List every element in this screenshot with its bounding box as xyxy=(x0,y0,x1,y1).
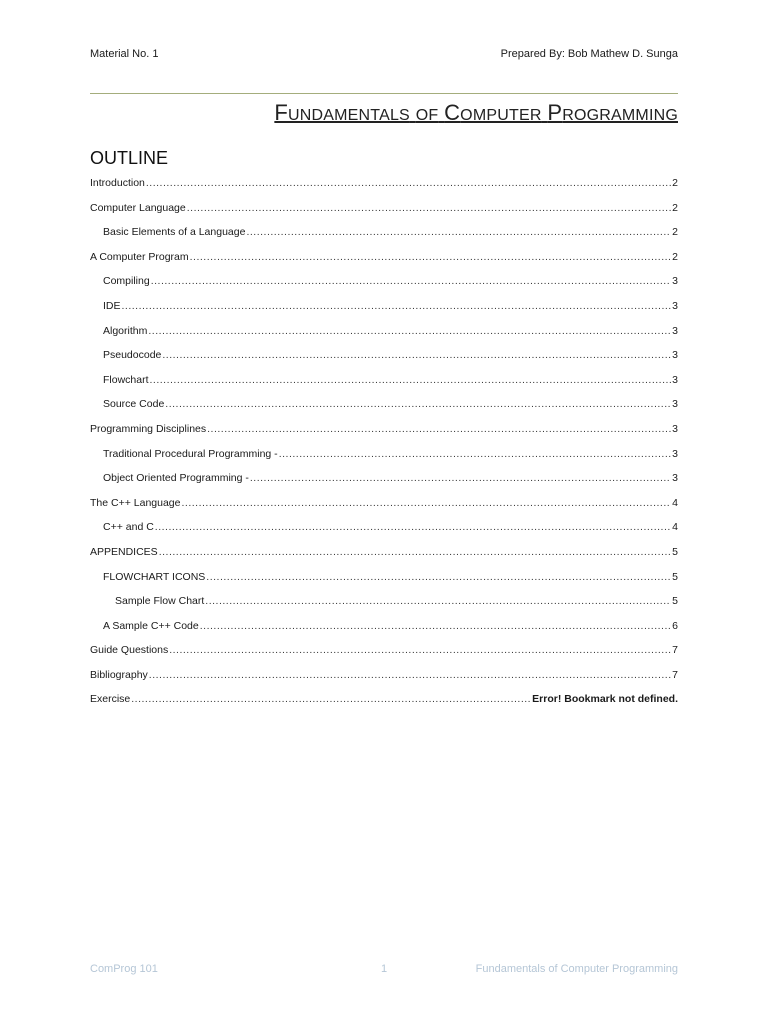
toc-entry-label: Introduction xyxy=(90,177,145,189)
toc-entry[interactable] xyxy=(90,325,678,350)
toc-entry[interactable] xyxy=(90,423,678,448)
toc-entry-page: 3 xyxy=(672,447,678,460)
dot-leader xyxy=(162,349,671,361)
dot-leader xyxy=(159,546,671,558)
toc-entry-page: 6 xyxy=(672,619,678,632)
toc-entry[interactable] xyxy=(90,251,678,276)
toc-entry-page: 7 xyxy=(672,668,678,681)
table-of-contents xyxy=(90,177,678,718)
toc-entry[interactable] xyxy=(90,398,678,423)
toc-entry-page: 3 xyxy=(672,299,678,312)
toc-entry-label: APPENDICES xyxy=(90,545,158,558)
toc-entry-label: Programming Disciplines xyxy=(90,422,207,435)
toc-entry-label: FLOWCHART ICONS xyxy=(103,570,206,583)
toc-entry-label: Source Code xyxy=(103,398,165,411)
toc-entry[interactable] xyxy=(90,374,678,399)
toc-entry-label: Object Oriented Programming - xyxy=(103,472,249,485)
toc-entry[interactable] xyxy=(90,275,678,300)
toc-entry-page: 5 xyxy=(672,570,678,583)
toc-entry[interactable] xyxy=(90,644,678,669)
toc-entry-label: Traditional Procedural Programming - xyxy=(103,447,278,460)
toc-entry-label: Computer Language xyxy=(90,201,186,214)
toc-entry-page: Error! Bookmark not defined. xyxy=(532,693,678,706)
toc-entry-label: Bibliography xyxy=(90,668,148,681)
dot-leader xyxy=(149,669,671,681)
toc-entry-label: IDE xyxy=(103,299,121,312)
outline-heading: OUTLINE xyxy=(90,148,169,168)
dot-leader xyxy=(122,300,672,312)
toc-entry[interactable] xyxy=(90,595,678,620)
toc-entry-label: Compiling xyxy=(103,275,150,288)
toc-entry[interactable] xyxy=(90,497,678,522)
toc-entry[interactable] xyxy=(90,472,678,497)
toc-entry-label: A Sample C++ Code xyxy=(103,619,199,632)
toc-entry[interactable] xyxy=(90,571,678,596)
dot-leader xyxy=(155,521,671,533)
toc-entry[interactable] xyxy=(90,202,678,227)
toc-entry[interactable] xyxy=(90,693,678,718)
toc-entry-label: Exercise xyxy=(90,693,131,706)
toc-entry-page: 3 xyxy=(672,472,678,485)
toc-entry-label: Algorithm xyxy=(103,324,148,337)
toc-entry-label: Sample Flow Chart xyxy=(115,595,205,608)
dot-leader xyxy=(250,472,671,484)
toc-entry[interactable] xyxy=(90,448,678,473)
toc-entry[interactable] xyxy=(90,521,678,546)
toc-entry-label: Pseudocode xyxy=(103,349,162,362)
toc-entry-page: 4 xyxy=(672,496,678,509)
dot-leader xyxy=(190,251,672,263)
dot-leader xyxy=(200,620,671,632)
toc-entry-page: 3 xyxy=(672,373,678,386)
document-title: FUNDAMENTALS OF COMPUTER PROGRAMMING xyxy=(274,100,678,125)
dot-leader xyxy=(207,423,671,435)
toc-entry-page: 3 xyxy=(672,349,678,362)
toc-entry[interactable] xyxy=(90,226,678,251)
dot-leader xyxy=(165,398,671,410)
dot-leader xyxy=(150,374,672,386)
footer-course: ComProg 101 xyxy=(90,963,158,975)
dot-leader xyxy=(205,595,671,607)
toc-entry-label: Basic Elements of a Language xyxy=(103,226,246,239)
dot-leader xyxy=(146,177,671,189)
dot-leader xyxy=(187,202,671,214)
dot-leader xyxy=(279,448,671,460)
toc-entry[interactable] xyxy=(90,349,678,374)
toc-entry-page: 2 xyxy=(672,250,678,263)
toc-entry-page: 2 xyxy=(672,226,678,239)
toc-entry[interactable] xyxy=(90,546,678,571)
toc-entry[interactable] xyxy=(90,300,678,325)
toc-entry-page: 5 xyxy=(672,545,678,558)
header-divider xyxy=(90,93,678,94)
header-material-no: Material No. 1 xyxy=(90,48,159,60)
footer-title: Fundamentals of Computer Programming xyxy=(475,963,678,975)
toc-entry-page: 3 xyxy=(672,324,678,337)
toc-entry[interactable] xyxy=(90,620,678,645)
toc-entry-page: 3 xyxy=(672,422,678,435)
toc-entry-page: 2 xyxy=(672,177,678,189)
toc-entry-page: 3 xyxy=(672,275,678,288)
dot-leader xyxy=(246,226,671,238)
dot-leader xyxy=(151,275,671,287)
header-prepared-by: Prepared By: Bob Mathew D. Sunga xyxy=(500,48,678,60)
toc-entry-label: Guide Questions xyxy=(90,644,169,657)
toc-entry-page: 2 xyxy=(672,201,678,214)
dot-leader xyxy=(206,571,671,583)
toc-entry-page: 5 xyxy=(672,595,678,608)
toc-entry-label: The C++ Language xyxy=(90,496,181,509)
toc-entry-page: 3 xyxy=(672,398,678,411)
dot-leader xyxy=(182,497,672,509)
dot-leader xyxy=(169,644,671,656)
toc-entry-page: 4 xyxy=(672,521,678,534)
footer-page-number: 1 xyxy=(381,963,388,975)
toc-entry-label: A Computer Program xyxy=(90,250,189,263)
toc-entry-page: 7 xyxy=(672,644,678,657)
dot-leader xyxy=(148,325,671,337)
dot-leader xyxy=(131,693,531,705)
toc-entry[interactable] xyxy=(90,177,678,202)
toc-entry[interactable] xyxy=(90,669,678,694)
toc-entry-label: Flowchart xyxy=(103,373,149,386)
toc-entry-label: C++ and C xyxy=(103,521,154,534)
